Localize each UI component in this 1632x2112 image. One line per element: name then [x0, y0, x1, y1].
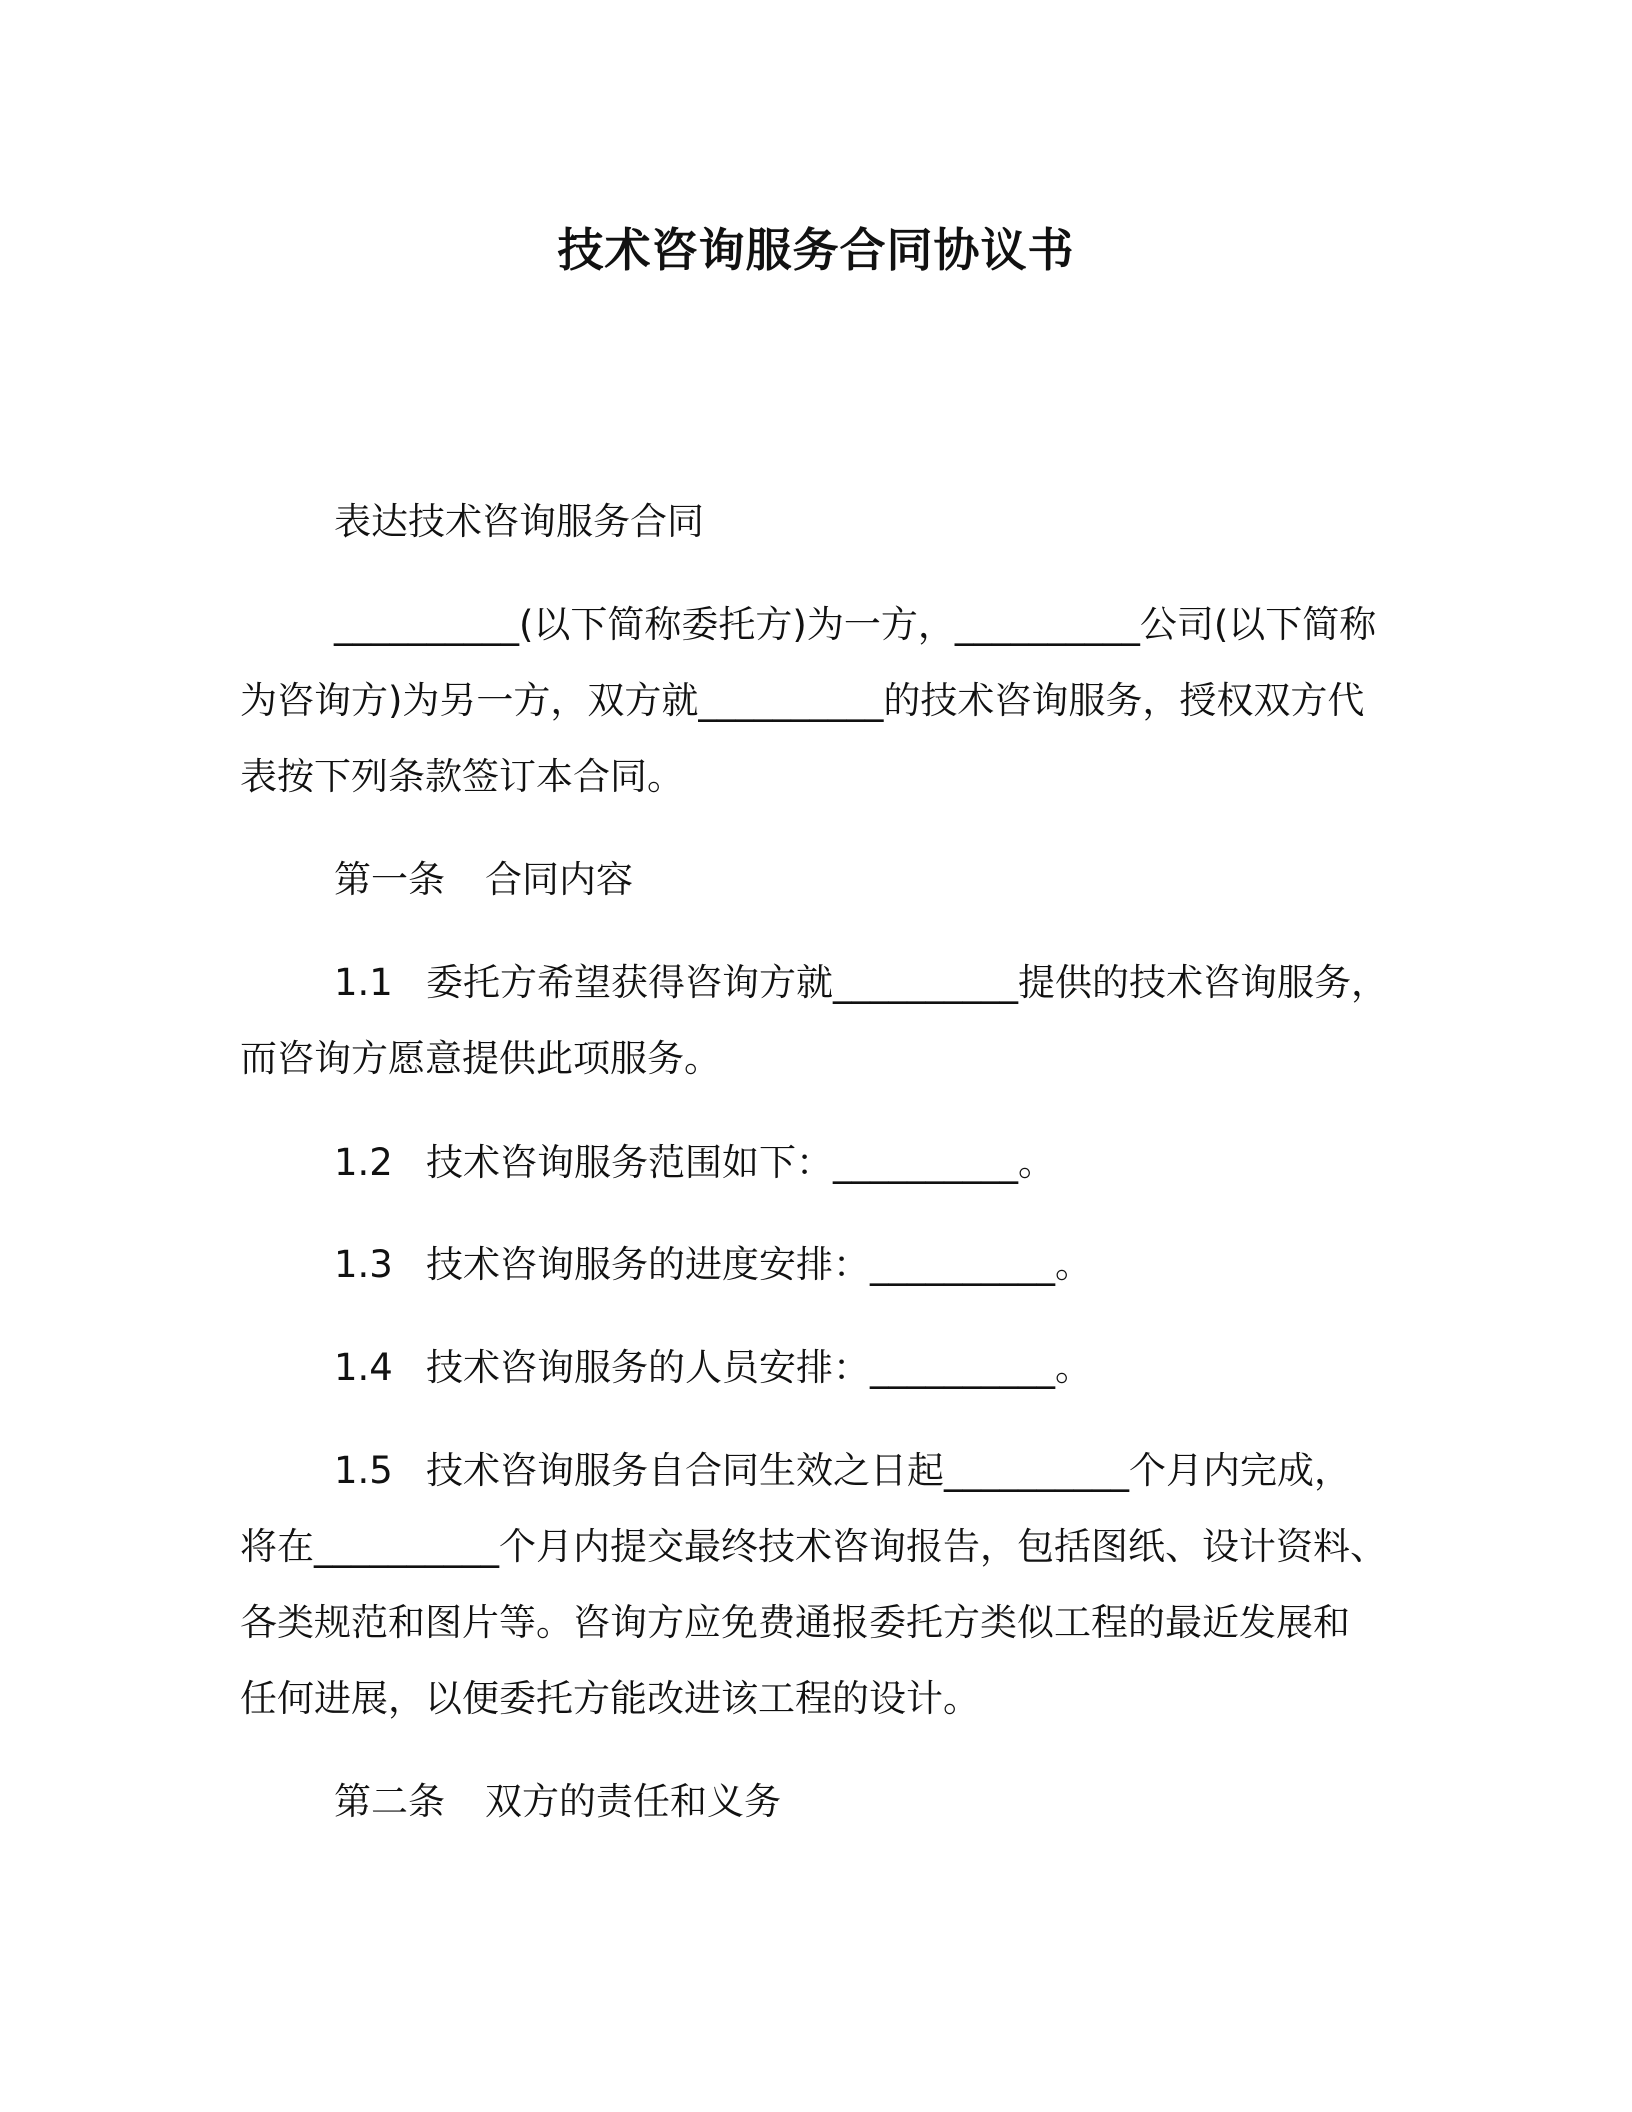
intro-line-2: 为咨询方)为另一方，双方就__________的技术咨询服务，授权双方代: [240, 679, 1365, 722]
clause-number: 1.2: [334, 1141, 393, 1184]
clause-1-2: [334, 1138, 1055, 1188]
article-2-label: 第二条: [334, 1780, 445, 1823]
clause-text: 技术咨询服务的人员安排：__________。: [426, 1346, 1092, 1389]
clause-1-1-continued: 而咨询方愿意提供此项服务。: [240, 1037, 721, 1080]
clause-1-5-line-2: 将在__________个月内提交最终技术咨询报告，包括图纸、设计资料、: [240, 1525, 1387, 1568]
intro-line-1: __________(以下简称委托方)为一方，__________公司(以下简称: [334, 603, 1377, 646]
article-1-title: 合同内容: [485, 858, 633, 901]
clause-1-5-line-3: 各类规范和图片等。咨询方应免费通报委托方类似工程的最近发展和: [240, 1601, 1350, 1644]
clause-number: 1.1: [334, 961, 393, 1004]
document-title: 技术咨询服务合同协议书: [557, 223, 1075, 277]
clause-text: 技术咨询服务的进度安排：__________。: [426, 1243, 1092, 1286]
article-1-label: 第一条: [334, 858, 445, 901]
intro-line-3: 表按下列条款签订本合同。: [240, 755, 684, 798]
clause-1-1: [334, 958, 1388, 1008]
clause-1-5: [334, 1446, 1351, 1496]
clause-1-5-line-4: 任何进展，以便委托方能改进该工程的设计。: [240, 1677, 980, 1720]
clause-1-4: [334, 1343, 1092, 1393]
clause-number: 1.4: [334, 1346, 393, 1389]
article-2-heading: [334, 1777, 781, 1827]
clause-1-3: [334, 1240, 1092, 1290]
article-2-title: 双方的责任和义务: [485, 1780, 781, 1823]
clause-number: 1.5: [334, 1449, 393, 1492]
clause-number: 1.3: [334, 1243, 393, 1286]
clause-text: 技术咨询服务范围如下：__________。: [426, 1141, 1055, 1184]
clause-text: 技术咨询服务自合同生效之日起__________个月内完成，: [426, 1449, 1351, 1492]
article-1-heading: [334, 855, 633, 905]
document-subtitle: 表达技术咨询服务合同: [334, 500, 704, 543]
clause-text: 委托方希望获得咨询方就__________提供的技术咨询服务，: [426, 961, 1388, 1004]
